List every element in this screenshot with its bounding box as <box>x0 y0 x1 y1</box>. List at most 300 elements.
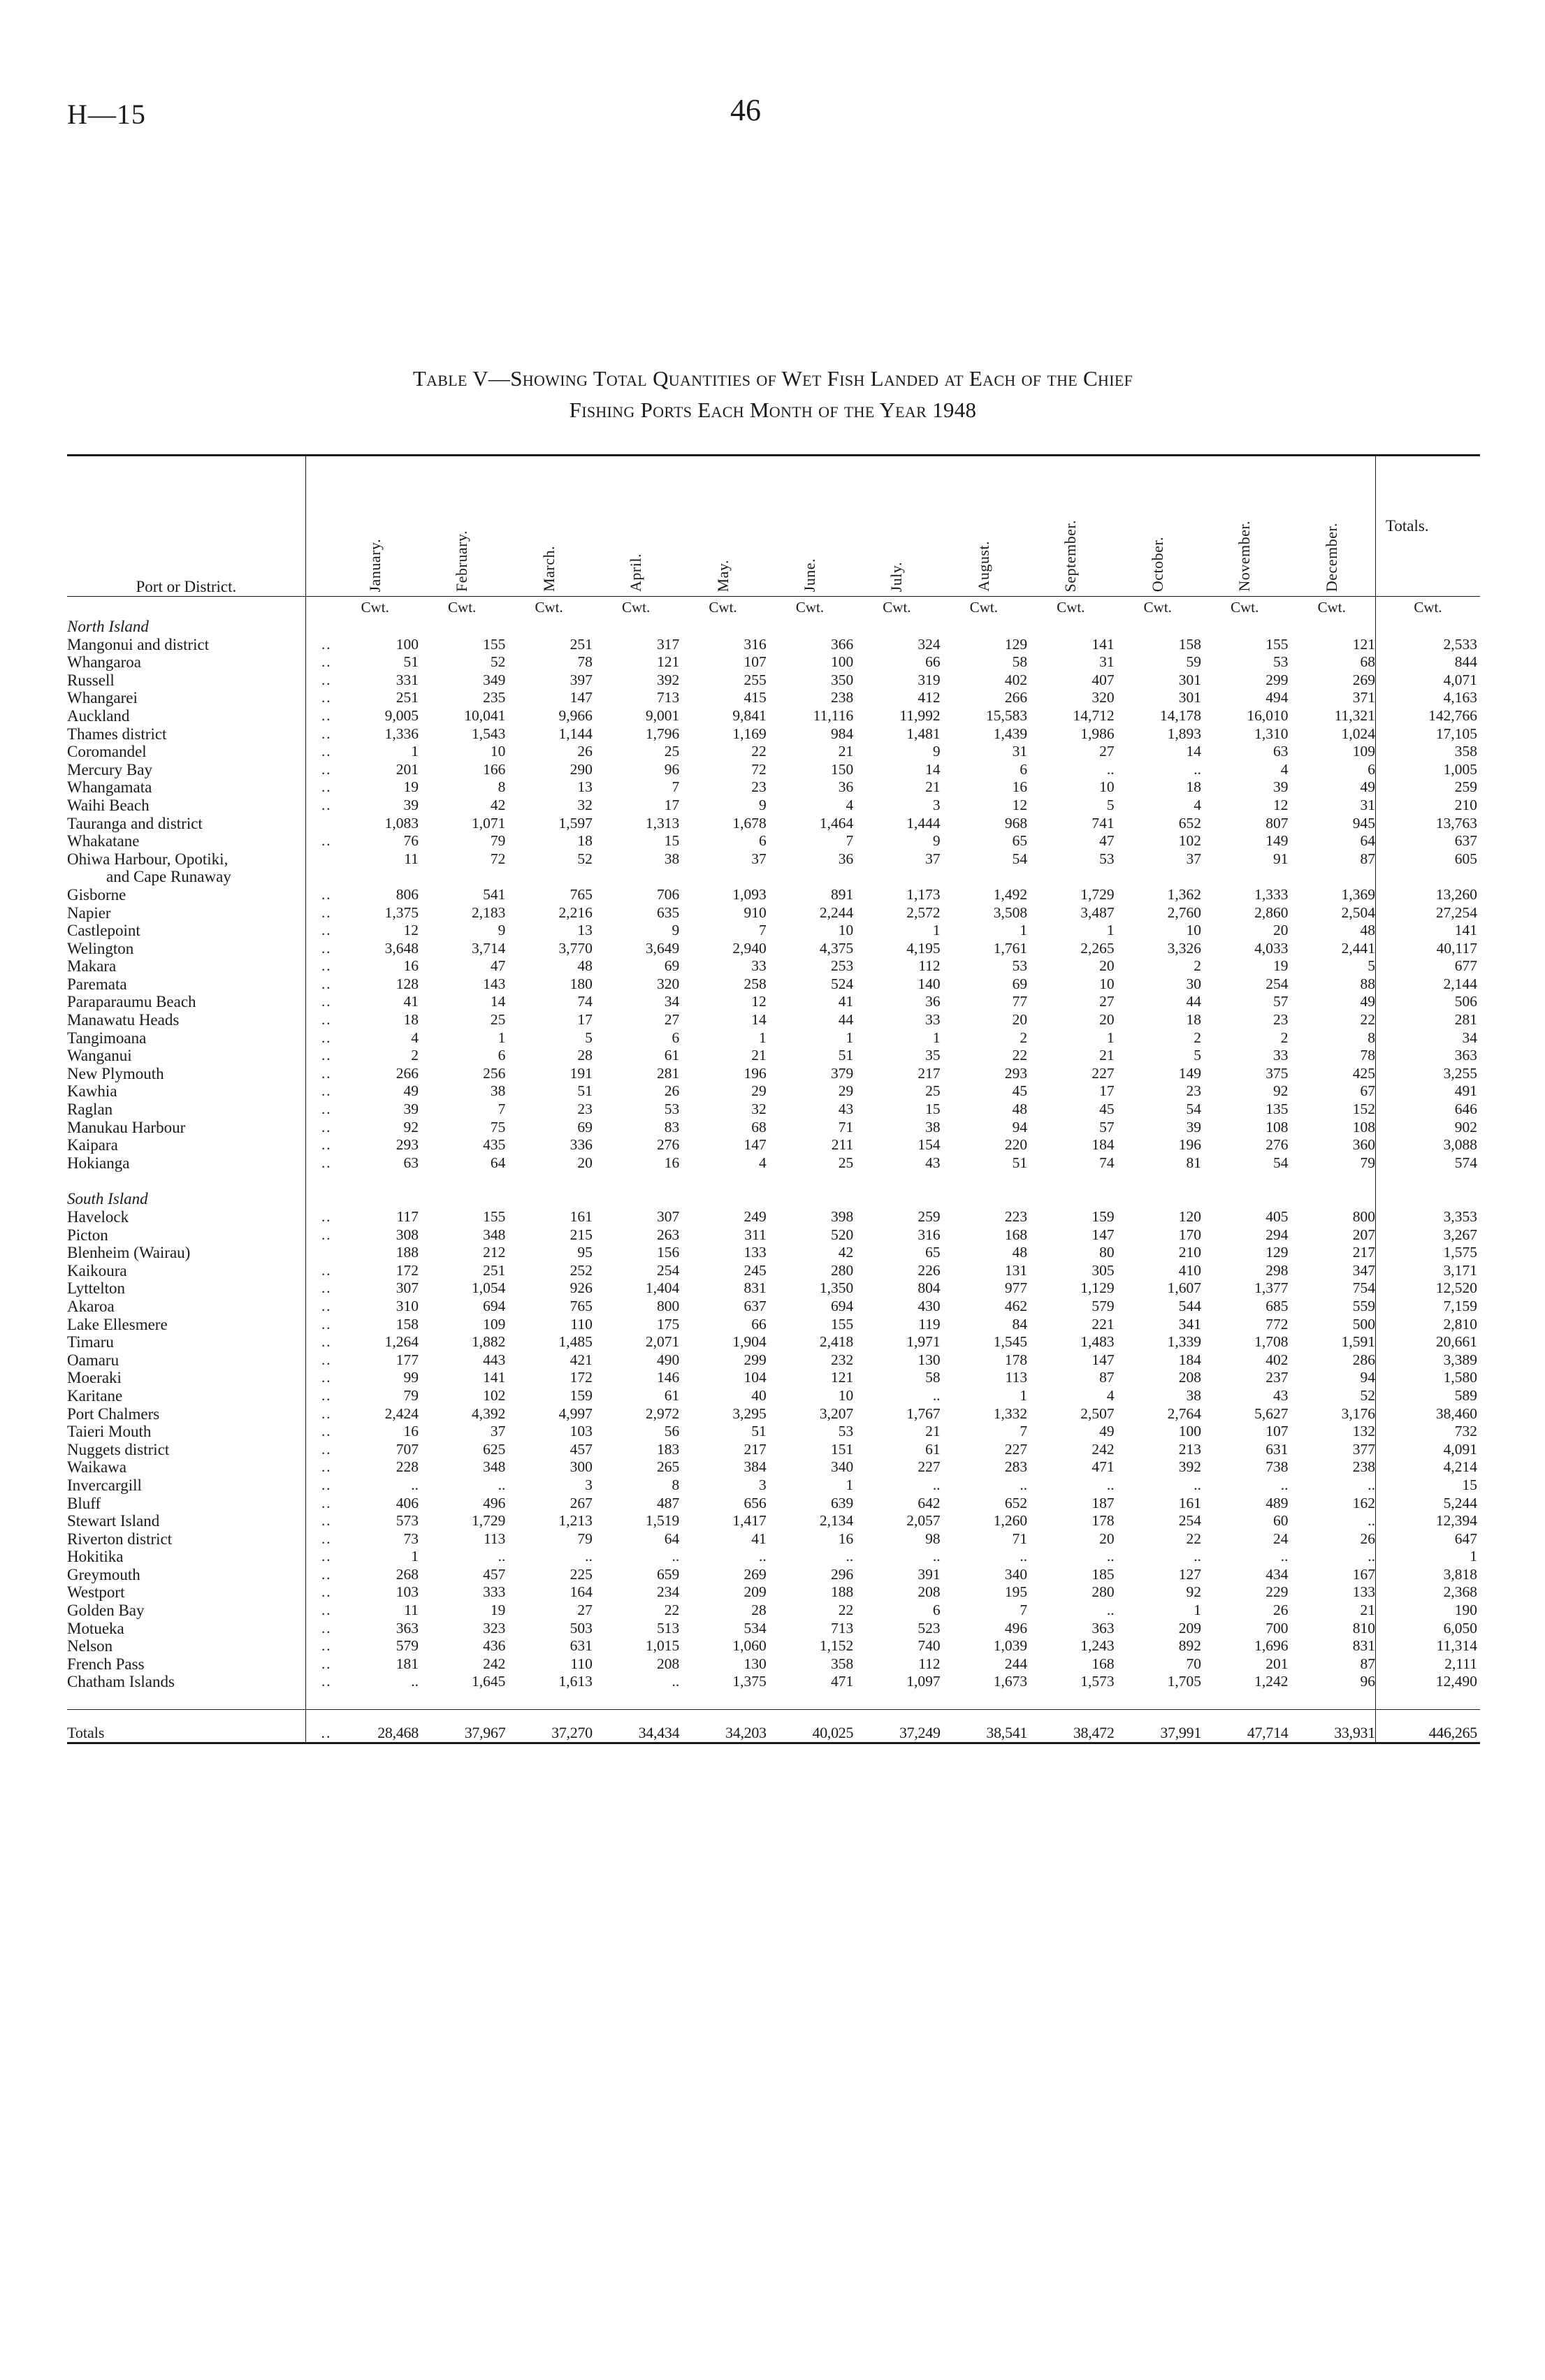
table-row <box>67 1047 1480 1065</box>
cell-m1 <box>331 868 418 886</box>
cell-m8: .. <box>1020 1476 1028 1493</box>
cell-m9: 1 <box>1106 1029 1115 1046</box>
cell-m4: 1,313 <box>645 814 680 832</box>
cell-m8: 12 <box>1012 796 1028 813</box>
cell-m4: 61 <box>664 1047 680 1064</box>
table-row <box>67 1458 1480 1476</box>
cell-m10: 2,764 <box>1167 1405 1202 1422</box>
cell-total: 589 <box>1375 1387 1480 1405</box>
cell-m11: 39 <box>1272 778 1289 796</box>
row-label: Whangaroa <box>67 653 141 672</box>
cell-m3: 52 <box>577 850 593 867</box>
cell-m5: 22 <box>751 743 767 760</box>
cell-m1: 1 <box>411 1548 419 1565</box>
cell-m5: 2,940 <box>732 939 767 957</box>
cell-m7: 316 <box>917 1226 941 1243</box>
cell-m2: 143 <box>483 975 506 992</box>
cell-m7: 217 <box>917 1064 941 1082</box>
column-header-month-2 <box>419 456 505 597</box>
row-dots: .. <box>305 993 331 1011</box>
cell-m3: .. <box>585 1548 593 1565</box>
cell-m6: 2,134 <box>819 1512 854 1530</box>
cell-m8: 178 <box>1004 1351 1028 1368</box>
cell-m7: 430 <box>917 1297 941 1314</box>
row-dots: .. <box>305 1065 331 1083</box>
cell-m8: 15,583 <box>985 706 1028 724</box>
cell-m4: 9,001 <box>645 706 680 724</box>
row-dots: .. <box>305 1047 331 1065</box>
cell-m2: 166 <box>483 760 506 778</box>
row-label: Kaipara <box>67 1136 118 1154</box>
cell-m1: 363 <box>396 1619 419 1637</box>
row-label: Akaroa <box>67 1297 115 1315</box>
unit-row <box>67 597 1480 618</box>
cell-m8: 58 <box>1012 653 1028 671</box>
cell-m6: 3,207 <box>819 1405 854 1422</box>
cell-m12: 559 <box>1352 1297 1375 1314</box>
cell-m7: 112 <box>918 957 941 975</box>
cell-m4: 96 <box>664 760 680 778</box>
cell-total: 27,254 <box>1375 904 1480 922</box>
cell-m7: 391 <box>917 1565 941 1583</box>
cell-m12: 52 <box>1360 1386 1375 1404</box>
cell-m1: 16 <box>403 1423 419 1440</box>
cell-m8: 7 <box>1020 1423 1028 1440</box>
cell-m9: 280 <box>1091 1583 1115 1601</box>
cell-m8: 48 <box>1012 1101 1028 1118</box>
cell-total: 902 <box>1375 1119 1480 1137</box>
cell-m4: 7 <box>672 778 680 796</box>
row-dots: .. <box>305 707 331 725</box>
row-label: Karitane <box>67 1386 123 1405</box>
cell-m5: 1 <box>759 1029 767 1046</box>
cell-m1: 63 <box>403 1154 419 1171</box>
cell-m3: 267 <box>570 1494 593 1511</box>
cell-m9: 227 <box>1091 1064 1115 1082</box>
totals-m1: 28,468 <box>377 1724 419 1742</box>
month-label: November. <box>1235 521 1254 592</box>
cell-m8: 223 <box>1004 1208 1028 1225</box>
cell-m4: 38 <box>664 850 680 867</box>
spacer-num <box>767 1172 853 1190</box>
cell-m6: 1,350 <box>819 1279 854 1297</box>
cell-m7: 1,173 <box>906 885 941 903</box>
cell-m4: 61 <box>664 1386 680 1404</box>
cell-m8: 968 <box>1004 814 1028 832</box>
cell-m1: 268 <box>396 1565 419 1583</box>
cell-total: 491 <box>1375 1082 1480 1101</box>
blank-tot <box>1375 1190 1480 1208</box>
cell-total: 732 <box>1375 1423 1480 1441</box>
cell-m4: 276 <box>657 1136 680 1154</box>
table-row <box>67 761 1480 779</box>
cell-m12: 347 <box>1352 1261 1375 1279</box>
cell-m12: .. <box>1368 1548 1375 1565</box>
cell-total: 3,255 <box>1375 1065 1480 1083</box>
row-label: French Pass <box>67 1655 145 1673</box>
cell-m3: 180 <box>570 975 593 992</box>
cell-m4: 1,796 <box>645 725 680 742</box>
cell-m1: 9,005 <box>384 706 419 724</box>
spacer-tot <box>1375 1691 1480 1710</box>
cell-m3: 32 <box>577 796 593 813</box>
row-dots: .. <box>305 1566 331 1584</box>
row-dots: .. <box>305 922 331 940</box>
cell-m11: 229 <box>1265 1583 1289 1601</box>
cell-m12: 1,369 <box>1341 885 1375 903</box>
cell-m4: 69 <box>664 957 680 975</box>
month-label: December. <box>1322 522 1340 592</box>
cell-m2: 141 <box>483 1369 506 1386</box>
totals-dots: .. <box>305 1710 331 1743</box>
blank-num <box>853 618 940 636</box>
cell-m7: 6 <box>932 1602 941 1619</box>
cell-m7: 1,097 <box>906 1673 941 1690</box>
table-row <box>67 868 1480 886</box>
cell-m8 <box>941 868 1027 886</box>
table-title <box>67 363 1479 426</box>
cell-m3: 28 <box>577 1047 593 1064</box>
unit-cell-1: Cwt. <box>361 599 389 616</box>
spacer-tot <box>1375 1172 1480 1190</box>
cell-m2: 10 <box>490 743 506 760</box>
totals-spacer <box>67 1691 1480 1710</box>
cell-m12: 49 <box>1360 778 1375 796</box>
page-number: 46 <box>730 93 761 127</box>
row-label: Manawatu Heads <box>67 1011 180 1029</box>
cell-m7: 140 <box>917 975 941 992</box>
cell-m4: 307 <box>657 1208 680 1225</box>
cell-m12: 94 <box>1360 1369 1375 1386</box>
cell-m1: 11 <box>404 850 419 867</box>
table-row <box>67 1423 1480 1441</box>
cell-m12: 79 <box>1360 1154 1375 1171</box>
cell-m12: 11,321 <box>1334 706 1375 724</box>
row-rule <box>305 1190 331 1208</box>
spacer-num <box>1201 1172 1288 1190</box>
cell-m2: 155 <box>483 1208 506 1225</box>
unit-row-spacer <box>305 597 331 618</box>
cell-m6: 155 <box>830 1315 854 1333</box>
cell-m7: 226 <box>917 1261 941 1279</box>
cell-m10: 196 <box>1178 1136 1202 1154</box>
table-row <box>67 1244 1480 1262</box>
cell-m9: .. <box>1106 760 1115 778</box>
row-label: Greymouth <box>67 1565 140 1583</box>
cell-m11: 1,377 <box>1254 1279 1289 1297</box>
cell-m12: 2,504 <box>1341 904 1375 921</box>
row-dots <box>305 850 331 869</box>
cell-m10: 254 <box>1178 1512 1202 1530</box>
cell-m6: 21 <box>838 743 854 760</box>
cell-m8: 1,332 <box>993 1405 1028 1422</box>
cell-m3: 79 <box>577 1530 593 1547</box>
totals-m4: 34,434 <box>638 1724 680 1742</box>
cell-total: 637 <box>1375 832 1480 850</box>
cell-m9: 27 <box>1099 743 1115 760</box>
table-row <box>67 743 1480 761</box>
cell-m3: 4,997 <box>558 1405 593 1422</box>
cell-m11: 201 <box>1265 1655 1289 1672</box>
cell-m8: 220 <box>1004 1136 1028 1154</box>
blank-num <box>1115 618 1201 636</box>
cell-m2: 235 <box>483 689 506 706</box>
cell-m10: 39 <box>1186 1118 1202 1135</box>
cell-total: 15 <box>1375 1476 1480 1495</box>
row-label: Port Chalmers <box>67 1405 160 1423</box>
cell-m3: 926 <box>570 1279 593 1297</box>
cell-m5: 245 <box>744 1261 767 1279</box>
cell-m5: 1,093 <box>732 885 767 903</box>
cell-m2: 1,071 <box>472 814 506 832</box>
cell-m6: 36 <box>838 778 854 796</box>
cell-m12: 377 <box>1352 1440 1375 1458</box>
cell-m1: 51 <box>403 653 419 671</box>
cell-m8: 71 <box>1012 1530 1028 1547</box>
row-label: Welington <box>67 939 134 957</box>
table-row <box>67 1602 1480 1620</box>
cell-m1: 39 <box>403 796 419 813</box>
cell-m2: 1,645 <box>472 1673 506 1690</box>
row-dots: .. <box>305 1316 331 1334</box>
blank-num <box>1288 1190 1375 1208</box>
row-label: Napier <box>67 904 111 922</box>
cell-m5: 28 <box>751 1602 767 1619</box>
cell-m5: 6 <box>759 832 767 850</box>
cell-m1: 19 <box>403 778 419 796</box>
row-dots: .. <box>305 1119 331 1137</box>
cell-m11: 1,696 <box>1254 1637 1289 1655</box>
cell-m6: 1,464 <box>819 814 854 832</box>
cell-m9: 20 <box>1099 1011 1115 1029</box>
unit-cell-11: Cwt. <box>1231 599 1259 616</box>
cell-m10: 1 <box>1194 1602 1202 1619</box>
cell-m4: 234 <box>657 1583 680 1601</box>
blank-tot <box>1375 618 1480 636</box>
cell-m1: 573 <box>396 1512 419 1530</box>
cell-m12: 269 <box>1352 671 1375 688</box>
cell-m1: 100 <box>396 635 419 653</box>
table-row <box>67 1029 1480 1047</box>
cell-m3: 23 <box>577 1101 593 1118</box>
cell-m9: 80 <box>1099 1244 1115 1261</box>
table-row <box>67 940 1480 958</box>
cell-m3: 74 <box>577 993 593 1010</box>
cell-m9: .. <box>1106 1602 1115 1619</box>
column-header-month-10 <box>1115 456 1201 597</box>
cell-m12: 108 <box>1352 1118 1375 1135</box>
month-label: May. <box>713 559 732 592</box>
table-row <box>67 922 1480 940</box>
cell-m9: 49 <box>1099 1423 1115 1440</box>
cell-m7: 1,481 <box>906 725 941 742</box>
cell-m10: 892 <box>1178 1637 1202 1655</box>
totals-row <box>67 1710 1480 1743</box>
cell-m11: 807 <box>1265 814 1289 832</box>
totals-m10: 37,991 <box>1160 1724 1202 1742</box>
cell-m2: 349 <box>483 671 506 688</box>
cell-m1: 49 <box>403 1082 419 1100</box>
cell-m1: 177 <box>396 1351 419 1368</box>
cell-m9: 159 <box>1091 1208 1115 1225</box>
cell-total: 3,171 <box>1375 1262 1480 1280</box>
cell-m4: 25 <box>664 743 680 760</box>
totals-label: Totals <box>67 1724 105 1742</box>
cell-m10: 301 <box>1178 689 1202 706</box>
cell-m5: 196 <box>744 1064 767 1082</box>
totals-m2: 37,967 <box>464 1724 506 1742</box>
row-dots: .. <box>305 1530 331 1548</box>
cell-m8: 54 <box>1012 850 1028 867</box>
table-row <box>67 1101 1480 1119</box>
cell-m4: 6 <box>672 1029 680 1046</box>
cell-m3 <box>505 868 592 886</box>
cell-m1: 188 <box>396 1244 419 1261</box>
cell-m2: 3,714 <box>472 939 506 957</box>
cell-m2: 72 <box>490 850 506 867</box>
table-row <box>67 1208 1480 1226</box>
cell-m6: 520 <box>830 1226 854 1243</box>
table-row <box>67 797 1480 815</box>
cell-m7: 98 <box>925 1530 941 1547</box>
cell-m6: 36 <box>838 850 854 867</box>
cell-total: 605 <box>1375 850 1480 869</box>
cell-m6: 16 <box>838 1530 854 1547</box>
cell-m12: 238 <box>1352 1458 1375 1476</box>
cell-m9: 185 <box>1091 1565 1115 1583</box>
table-row <box>67 957 1480 975</box>
row-dots: .. <box>305 761 331 779</box>
cell-m12: 945 <box>1352 814 1375 832</box>
cell-m8: 131 <box>1004 1261 1028 1279</box>
cell-m3: 336 <box>570 1136 593 1154</box>
cell-m3: 631 <box>570 1637 593 1655</box>
cell-m2: 2,183 <box>472 904 506 921</box>
cell-m6: .. <box>846 1548 854 1565</box>
cell-m12: 133 <box>1352 1583 1375 1601</box>
unit-row-blank <box>67 597 305 618</box>
cell-total: 13,763 <box>1375 815 1480 833</box>
cell-m4: 490 <box>657 1351 680 1368</box>
column-header-month-12 <box>1288 456 1375 597</box>
cell-m9: 47 <box>1099 832 1115 850</box>
row-dots: .. <box>305 1655 331 1674</box>
table-row <box>67 1583 1480 1602</box>
cell-m10: 37 <box>1186 850 1202 867</box>
cell-m4: 34 <box>664 993 680 1010</box>
cell-m6: 280 <box>830 1261 854 1279</box>
cell-m9: 1,729 <box>1080 885 1115 903</box>
fish-landings-table <box>67 454 1480 1744</box>
table-row <box>67 707 1480 725</box>
cell-m8: 1,439 <box>993 725 1028 742</box>
row-label: Paremata <box>67 975 127 993</box>
month-label: October. <box>1148 536 1166 592</box>
row-dots: .. <box>305 1476 331 1495</box>
cell-m5: 831 <box>744 1279 767 1297</box>
cell-m4: 208 <box>657 1655 680 1672</box>
cell-m7: .. <box>932 1476 941 1493</box>
cell-m2: 102 <box>483 1386 506 1404</box>
row-label: Makara <box>67 957 117 975</box>
cell-m3: 503 <box>570 1619 593 1637</box>
cell-m6: 524 <box>830 975 854 992</box>
cell-m12: 64 <box>1360 832 1375 850</box>
cell-m11: 149 <box>1265 832 1289 850</box>
cell-m4: 281 <box>657 1064 680 1082</box>
cell-m3: 1,213 <box>558 1512 593 1530</box>
cell-m5: 637 <box>744 1297 767 1314</box>
month-label: February. <box>453 530 471 592</box>
cell-m10: 208 <box>1178 1369 1202 1386</box>
cell-m12: 2,441 <box>1341 939 1375 957</box>
row-dots: .. <box>305 1441 331 1459</box>
table-row <box>67 1298 1480 1316</box>
cell-m7: 66 <box>925 653 941 671</box>
column-header-month-4 <box>593 456 679 597</box>
table-row <box>67 1512 1480 1530</box>
cell-m6: 350 <box>830 671 854 688</box>
row-label: Russell <box>67 671 115 689</box>
cell-total: 5,244 <box>1375 1495 1480 1513</box>
cell-m4: 254 <box>657 1261 680 1279</box>
row-label: Golden Bay <box>67 1602 145 1620</box>
cell-m6: 53 <box>838 1423 854 1440</box>
row-label: Lake Ellesmere <box>67 1315 168 1333</box>
cell-total: 3,267 <box>1375 1226 1480 1245</box>
cell-m7: 2,057 <box>906 1512 941 1530</box>
row-dots: .. <box>305 1298 331 1316</box>
cell-m12: 22 <box>1360 1011 1375 1029</box>
section-label-row <box>67 1190 1480 1208</box>
unit-cell-6: Cwt. <box>795 599 825 616</box>
cell-m8: 1,761 <box>993 939 1028 957</box>
cell-m2 <box>419 868 505 886</box>
cell-total: 574 <box>1375 1154 1480 1173</box>
cell-m11: 23 <box>1272 1011 1289 1029</box>
cell-m1: 39 <box>403 1101 419 1118</box>
spacer-num <box>853 1691 940 1710</box>
blank-num <box>331 1190 418 1208</box>
cell-m3: 27 <box>577 1602 593 1619</box>
cell-m6: 358 <box>830 1655 854 1672</box>
cell-m11: 4,033 <box>1254 939 1289 957</box>
cell-m9: 1,483 <box>1080 1333 1115 1351</box>
cell-m8: 84 <box>1012 1315 1028 1333</box>
cell-m2: 251 <box>483 1261 506 1279</box>
cell-m10: 5 <box>1194 1047 1202 1064</box>
cell-total: 12,490 <box>1375 1673 1480 1691</box>
cell-m4: .. <box>672 1548 680 1565</box>
cell-m10: 392 <box>1178 1458 1202 1476</box>
cell-m4: 1,015 <box>645 1637 680 1655</box>
header-spacer <box>305 456 331 597</box>
cell-m9: 187 <box>1091 1494 1115 1511</box>
cell-m8: 1,039 <box>993 1637 1028 1655</box>
cell-m2: 25 <box>490 1011 506 1029</box>
cell-m1: 2,424 <box>384 1405 419 1422</box>
cell-m3: 1,613 <box>558 1673 593 1690</box>
cell-m11: 254 <box>1265 975 1289 992</box>
cell-m6: 253 <box>830 957 854 975</box>
blank-num <box>679 1190 766 1208</box>
cell-m10: 161 <box>1178 1494 1202 1511</box>
cell-m4: 265 <box>657 1458 680 1476</box>
cell-m6: 1 <box>846 1029 854 1046</box>
cell-m3: 1,597 <box>558 814 593 832</box>
spacer-num <box>1201 1691 1288 1710</box>
cell-m10: 18 <box>1186 778 1202 796</box>
